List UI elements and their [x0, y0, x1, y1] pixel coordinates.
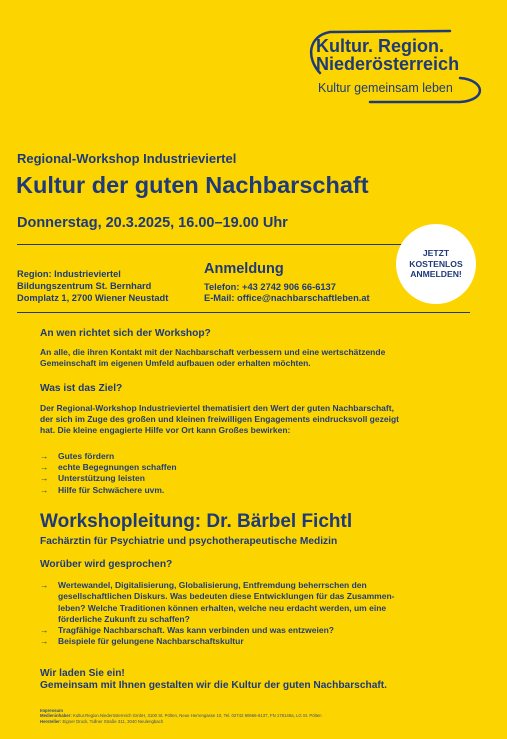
imprint [40, 708, 322, 724]
audience-text [40, 347, 385, 369]
invitation-line-2: Gemeinsam mit Ihnen gestalten wir die Kultur der guten Nachbarschaft. [40, 680, 388, 691]
arrow-right-icon: → [40, 484, 49, 495]
audience-text-line: Gemeinschaft im eigenen Umfeld aufbauen oder erhalten möchten. [40, 358, 311, 369]
workshop-leader-role: Fachärztin für Psychiatrie und psychotherapeutische Medizin [40, 536, 338, 547]
event-title: Kultur der guten Nachbarschaft [16, 172, 369, 198]
logo-line-2: Niederösterreich [316, 54, 460, 74]
venue-name: Bildungszentrum St. Bernhard [17, 281, 152, 291]
list-item: → Hilfe für Schwächere uvm. [40, 484, 165, 495]
invitation [40, 668, 387, 692]
goal-text [40, 403, 399, 437]
registration-phone[interactable]: Telefon: +43 2742 906 66-6137 [204, 282, 336, 292]
invitation-line-1: Wir laden Sie ein! [40, 668, 125, 679]
topics-heading: Worüber wird gesprochen? [40, 559, 173, 570]
goal-heading: Was ist das Ziel? [40, 383, 123, 394]
imprint-label: Impressum [40, 708, 63, 713]
logo-tagline: Kultur gemeinsam leben [318, 81, 453, 95]
imprint-maker: Eigner Druck, Tullner Straße 311, 3040 Neulengbach [62, 718, 164, 724]
venue-info [17, 268, 168, 304]
workshop-leader-heading: Workshopleitung: Dr. Bärbel Fichtl [40, 511, 353, 532]
goal-bullet-list [40, 451, 177, 496]
imprint-maker-label: Hersteller: [40, 718, 62, 724]
arrow-right-icon: → [40, 462, 49, 473]
arrow-right-icon: → [40, 473, 49, 484]
register-now-badge [396, 224, 476, 304]
goal-text-line: Der Regional-Workshop Industrieviertel thematisiert den Wert der guten Nachbarschaft, [40, 403, 394, 413]
imprint-owner-label: Medieninhaber: [40, 713, 72, 719]
logo-line-1: Kultur. Region. [316, 36, 444, 56]
arrow-right-icon: → [40, 625, 49, 636]
logo [316, 37, 459, 73]
goal-text-line: hat. Die kleine engagierte Hilfe vor Ort kann Großes bewirken: [40, 425, 291, 436]
event-subtitle: Regional-Workshop Industrieviertel [17, 151, 237, 166]
arrow-right-icon: → [40, 451, 49, 461]
badge-line-1: JETZT [422, 248, 450, 259]
list-item: → Beispiele für gelungene Nachbarschaftskultur [40, 636, 244, 647]
registration-email[interactable]: E-Mail: office@nachbarschaftleben.at [204, 293, 370, 303]
list-item: → echte Begegnungen schaffen [40, 462, 177, 473]
badge-line-3: ANMELDEN! [410, 269, 462, 280]
list-item: → Unterstützung leisten [40, 473, 145, 484]
list-item: → Gutes fördern [40, 451, 115, 461]
venue-region: Region: Industrieviertel [17, 269, 121, 279]
registration-heading: Anmeldung [204, 261, 284, 277]
arrow-right-icon: → [40, 580, 49, 590]
imprint-owner: Kultur.Region.Niederösterreich GmbH, 3100 St. Pölten, Neue Herrengasse 10, Tel. 02742 90666-6137, FN 178149a, LG St. Pölten [72, 713, 322, 719]
list-item: → Tragfähige Nachbarschaft. Was kann verbinden und was entzweien? [40, 625, 334, 636]
list-item: → Wertewandel, Digitalisierung, Globalisierung, Entfremdung beherrschen den gesellschaftlichen Diskurs. Was bedeuten diese Entwicklungen für das Zusammen- leben? Welche Traditionen können erhalten, welche neu erdacht werden, um eine förderliche Zukunft zu schaffen? [40, 580, 395, 624]
topics-list [40, 580, 394, 648]
event-datetime: Donnerstag, 20.3.2025, 16.00–19.00 Uhr [17, 215, 288, 231]
venue-address: Domplatz 1, 2700 Wiener Neustadt [17, 293, 169, 303]
arrow-right-icon: → [40, 636, 49, 647]
audience-text-line: An alle, die ihren Kontakt mit der Nachbarschaft verbessern und eine wertschätzende [40, 347, 386, 357]
badge-line-2: KOSTENLOS [409, 258, 463, 269]
goal-text-line: der sich im Zuge des großen und kleinen freiwilligen Engagements eindrucksvoll gezeigt [40, 414, 399, 425]
audience-heading: An wen richtet sich der Workshop? [40, 328, 211, 339]
divider-middle [17, 312, 470, 313]
